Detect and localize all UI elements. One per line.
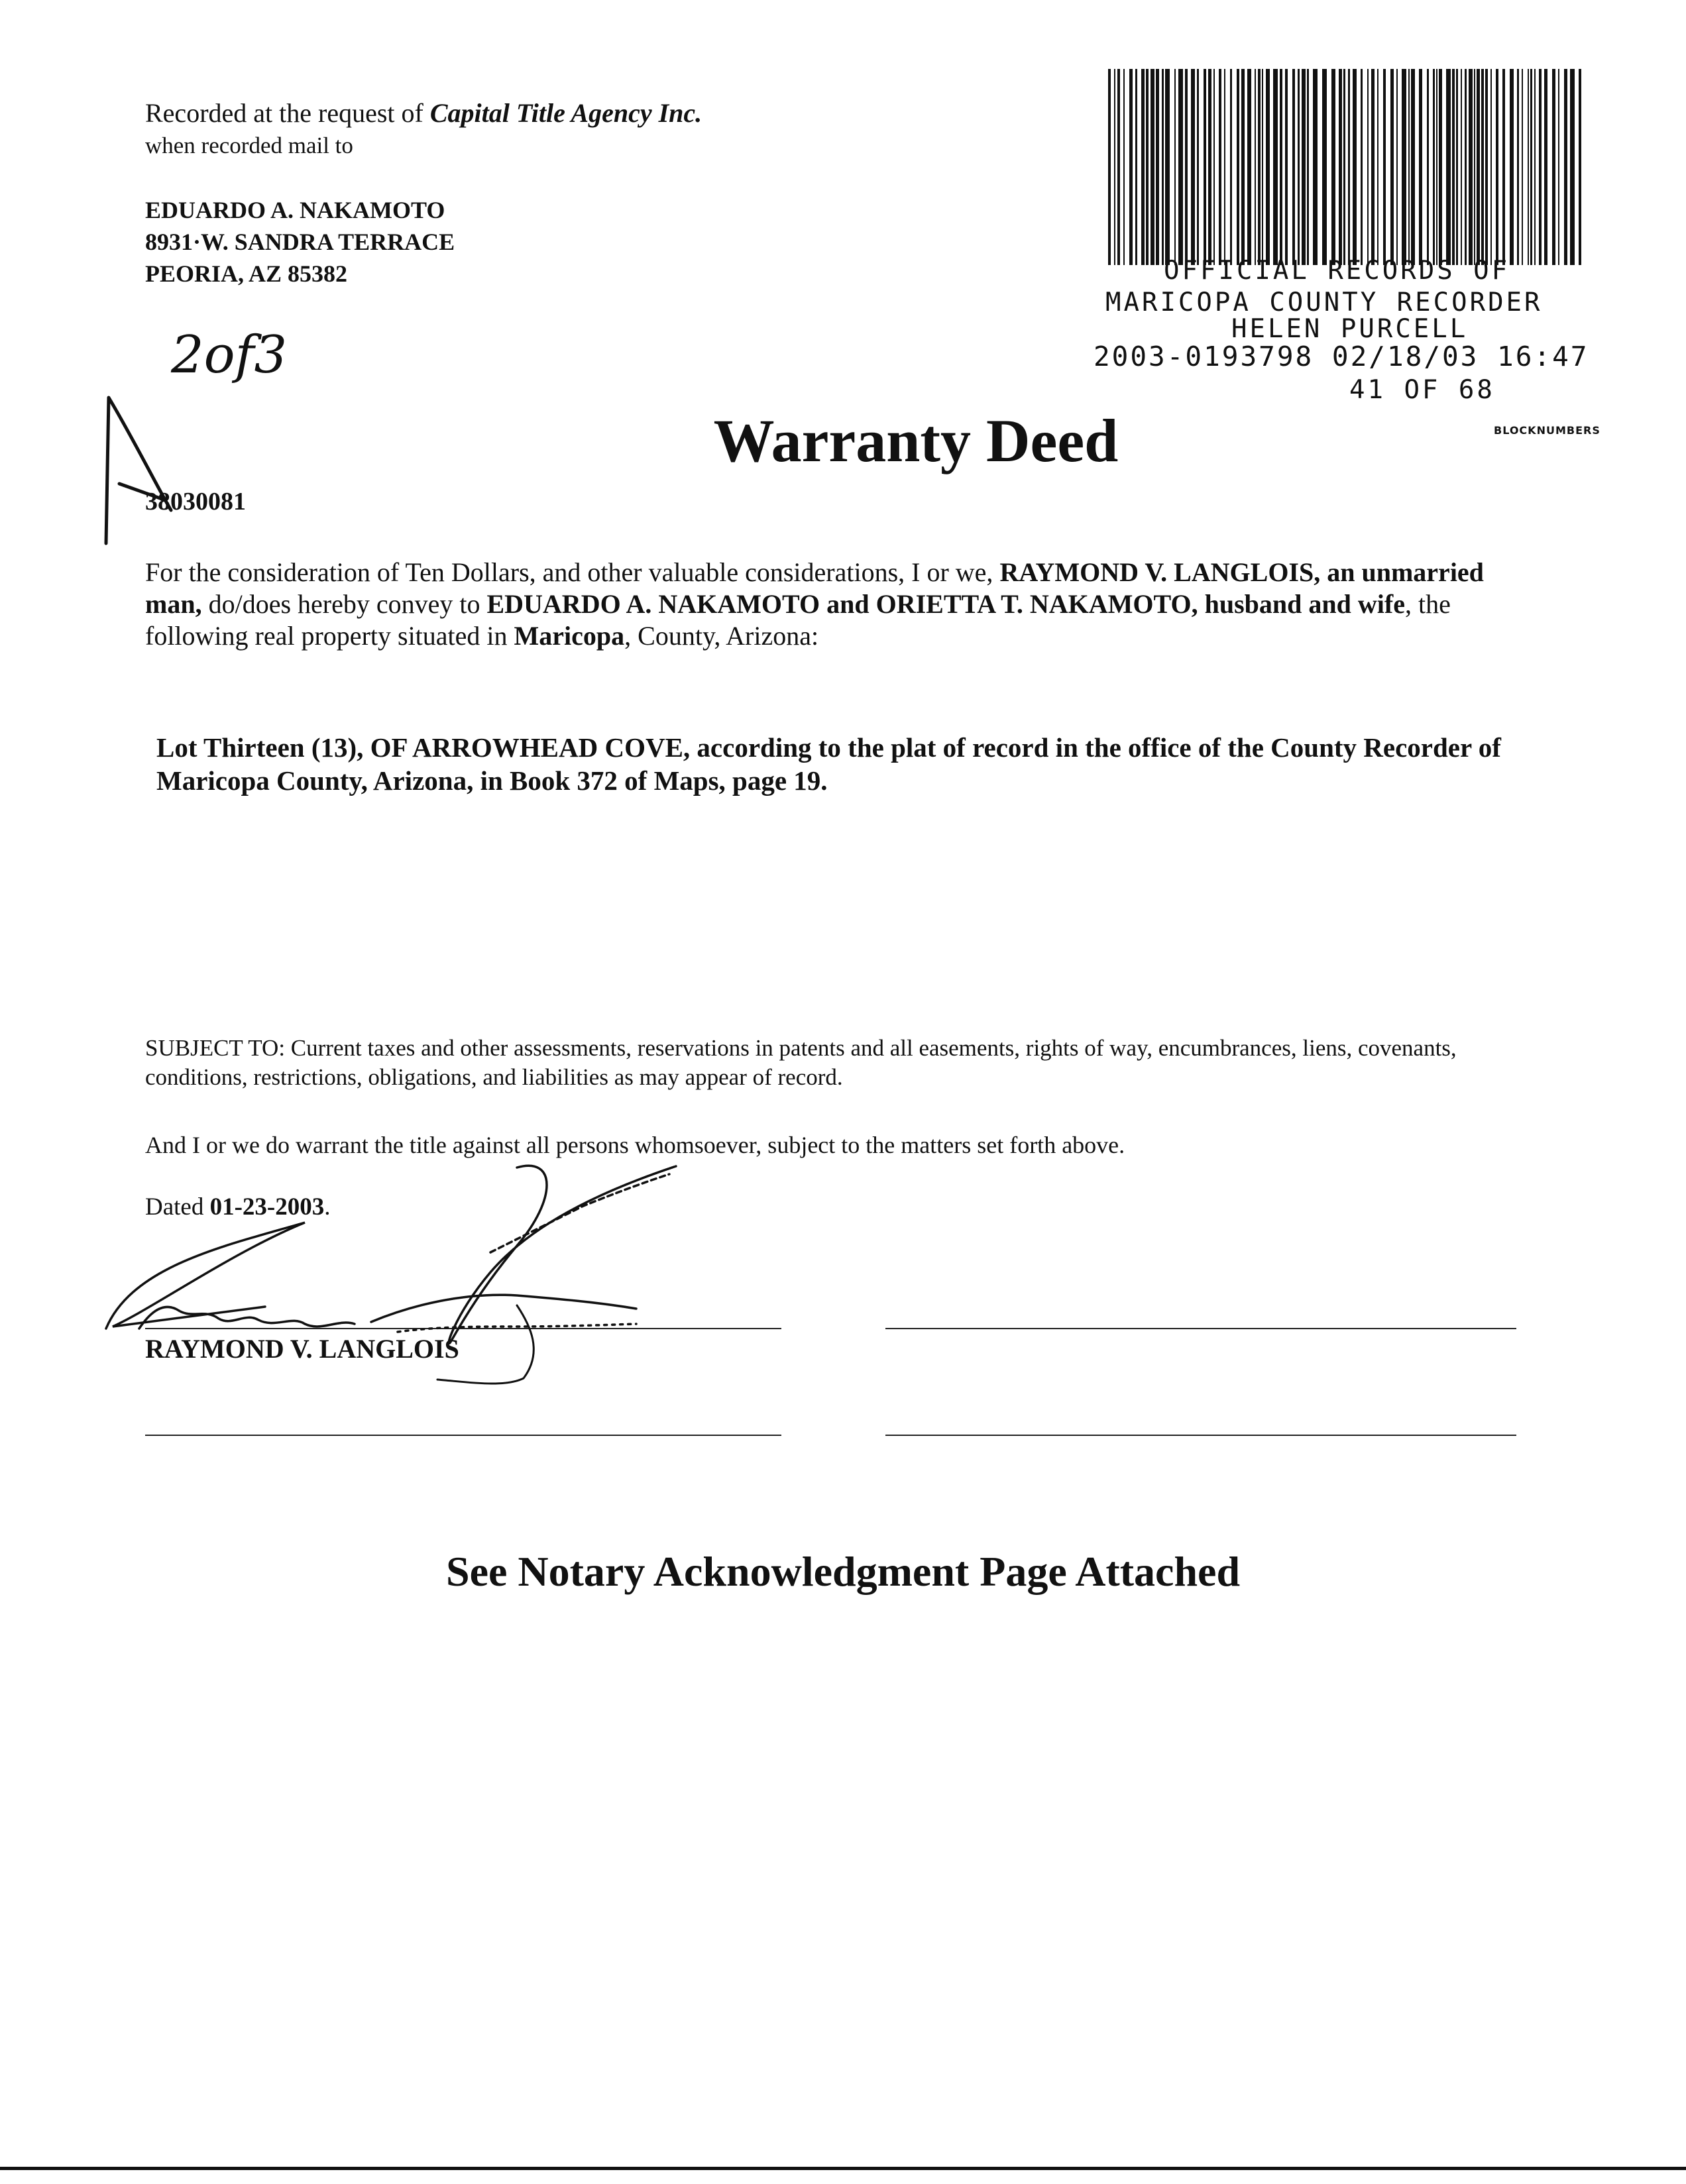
grantees: EDUARDO A. NAKAMOTO and ORIETTA T. NAKAMOTO, husband and wife (486, 589, 1405, 619)
barcode-bar (1213, 69, 1215, 265)
barcode-bar (1433, 69, 1435, 265)
barcode-bar (1114, 69, 1115, 265)
barcode-bar (1377, 69, 1378, 265)
bottom-page-rule (0, 2167, 1686, 2170)
barcode-bar (1255, 69, 1256, 265)
barcode-bar (1185, 69, 1188, 265)
recorder-line-2: MARICOPA COUNTY RECORDER (1105, 288, 1543, 317)
barcode-bar (1174, 69, 1176, 265)
barcode-bar (1427, 69, 1429, 265)
conveyance-text-3: , the following real property situated in (145, 589, 1451, 651)
barcode-bar (1197, 69, 1199, 265)
barcode-bar (1266, 69, 1270, 265)
escrow-file-number: 38030081 (145, 488, 246, 516)
barcode-bar (1331, 69, 1335, 265)
barcode-bar (1339, 69, 1342, 265)
barcode-bar (1273, 69, 1278, 265)
barcode-bar (1534, 69, 1536, 265)
signature-line-3 (145, 1435, 781, 1436)
barcode-bar (1465, 69, 1467, 265)
barcode-bar (1570, 69, 1575, 265)
mail-to-street: 8931·W. SANDRA TERRACE (145, 229, 455, 255)
barcode-bar (1156, 69, 1159, 265)
barcode-bar (1490, 69, 1492, 265)
barcode-bar (1446, 69, 1451, 265)
barcode-bar (1552, 69, 1555, 265)
barcode-bar (1558, 69, 1559, 265)
barcode-bar (1151, 69, 1154, 265)
legal-description: Lot Thirteen (13), OF ARROWHEAD COVE, according to the plat of record in the office of the County Recorder of Maricopa County, Arizona, in Book 372 of Maps, page 19. (156, 732, 1501, 796)
barcode-bar (1461, 69, 1462, 265)
barcode-bar (1224, 69, 1225, 265)
handwritten-page-note (166, 325, 298, 398)
barcode-bar (1141, 69, 1145, 265)
barcode-bar (1402, 69, 1406, 265)
conveyance-text-1: For the consideration of Ten Dollars, and other valuable considerations, I or we, (145, 557, 1000, 587)
handwritten-note-text: 2of3 (171, 325, 288, 385)
signature-line-2 (885, 1328, 1516, 1329)
barcode-bar (1496, 69, 1498, 265)
barcode-bar (1135, 69, 1137, 265)
barcode-bar (1477, 69, 1480, 265)
barcode-bar (1285, 69, 1288, 265)
barcode-bar (1307, 69, 1309, 265)
conveyance-text-4: , County, Arizona: (624, 621, 819, 651)
mail-to-name: EDUARDO A. NAKAMOTO (145, 197, 445, 223)
conveyance-paragraph (145, 557, 1544, 652)
barcode-bar (1146, 69, 1149, 265)
barcode-bar (1298, 69, 1300, 265)
barcode-bar (1361, 69, 1363, 265)
dated-suffix: . (324, 1193, 331, 1221)
barcode-bar (1579, 69, 1581, 265)
barcode-bar (1452, 69, 1455, 265)
barcode-bar (1474, 69, 1475, 265)
barcode-bar (1313, 69, 1318, 265)
barcode-bar (1439, 69, 1442, 265)
barcode-bar (1162, 69, 1164, 265)
barcode-bar (1230, 69, 1232, 265)
barcode-bar (1343, 69, 1345, 265)
barcode-bar (1178, 69, 1183, 265)
barcode-bar (1436, 69, 1437, 265)
barcode-bar (1371, 69, 1375, 265)
barcode-bar (1353, 69, 1357, 265)
barcode-bar (1539, 69, 1542, 265)
barcode-bar (1262, 69, 1263, 265)
barcode-bar (1485, 69, 1488, 265)
conveyance-text-2: do/does hereby convey to (201, 589, 487, 619)
barcode-bar (1302, 69, 1306, 265)
barcode-bar (1510, 69, 1514, 265)
subject-to-clause: SUBJECT TO: Current taxes and other assessments, reservations in patents and all easements, rights of way, encumbrances, liens, covenants, conditions, restrictions, obligations, and liabilities as may appear of record. (145, 1035, 1457, 1090)
barcode-bar (1502, 69, 1505, 265)
barcode-bar (1117, 69, 1120, 265)
recorded-at-request (145, 98, 702, 129)
barcode-bar (1481, 69, 1484, 265)
signer-name: RAYMOND V. LANGLOIS (145, 1334, 459, 1364)
barcode-bar (1165, 69, 1170, 265)
barcode-bar (1530, 69, 1532, 265)
recording-barcode (1108, 69, 1589, 265)
dated-label: Dated (145, 1193, 210, 1221)
mail-to-city: PEORIA, AZ 85382 (145, 260, 348, 287)
barcode-bar (1408, 69, 1410, 265)
recorder-line-3: HELEN PURCELL (1231, 314, 1469, 344)
barcode-bar (1129, 69, 1133, 265)
barcode-bar (1411, 69, 1415, 265)
barcode-bar (1191, 69, 1195, 265)
barcode-bar (1419, 69, 1422, 265)
barcode-bar (1241, 69, 1245, 265)
dated-value: 01-23-2003 (209, 1193, 325, 1221)
barcode-bar (1383, 69, 1386, 265)
warranty-clause: And I or we do warrant the title against all persons whomsoever, subject to the matters set forth above. (145, 1132, 1125, 1158)
grantor: RAYMOND V. LANGLOIS, an unmarried man, (145, 557, 1484, 619)
barcode-bar (1247, 69, 1251, 265)
signature-line-4 (885, 1435, 1516, 1436)
barcode-bar (1456, 69, 1458, 265)
barcode-bar (1208, 69, 1211, 265)
barcode-bar (1280, 69, 1282, 265)
barcode-bar (1522, 69, 1523, 265)
recorder-line-1: OFFICIAL RECORDS OF (1164, 256, 1510, 286)
barcode-bar (1322, 69, 1327, 265)
barcode-bar (1396, 69, 1398, 265)
recorder-line-4: 2003-0193798 02/18/03 16:47 (1094, 341, 1589, 372)
block-numbers-label: BLOCKNUMBERS (1494, 424, 1601, 437)
barcode-bar (1219, 69, 1221, 265)
barcode-bar (1292, 69, 1295, 265)
barcode-bar (1517, 69, 1519, 265)
notary-acknowledgment-note: See Notary Acknowledgment Page Attached (445, 1548, 1241, 1595)
barcode-bar (1528, 69, 1529, 265)
barcode-bar (1544, 69, 1547, 265)
barcode-bar (1123, 69, 1125, 265)
recorded-at-prefix: Recorded at the request of (145, 98, 430, 128)
grantor-signature (93, 1153, 689, 1392)
barcode-bar (1204, 69, 1206, 265)
recorder-line-5: 41 OF 68 (1349, 375, 1495, 405)
document-title: Warranty Deed (713, 407, 1119, 474)
title-agency-name: Capital Title Agency Inc. (429, 98, 702, 128)
barcode-bar (1237, 69, 1239, 265)
barcode-bar (1108, 69, 1111, 265)
barcode-bar (1564, 69, 1567, 265)
barcode-bar (1348, 69, 1350, 265)
barcode-bar (1390, 69, 1394, 265)
barcode-bar (1258, 69, 1261, 265)
barcode-bar (1469, 69, 1473, 265)
barcode-bar (1367, 69, 1369, 265)
county: Maricopa (514, 621, 625, 651)
mail-to-label: when recorded mail to (145, 133, 353, 158)
